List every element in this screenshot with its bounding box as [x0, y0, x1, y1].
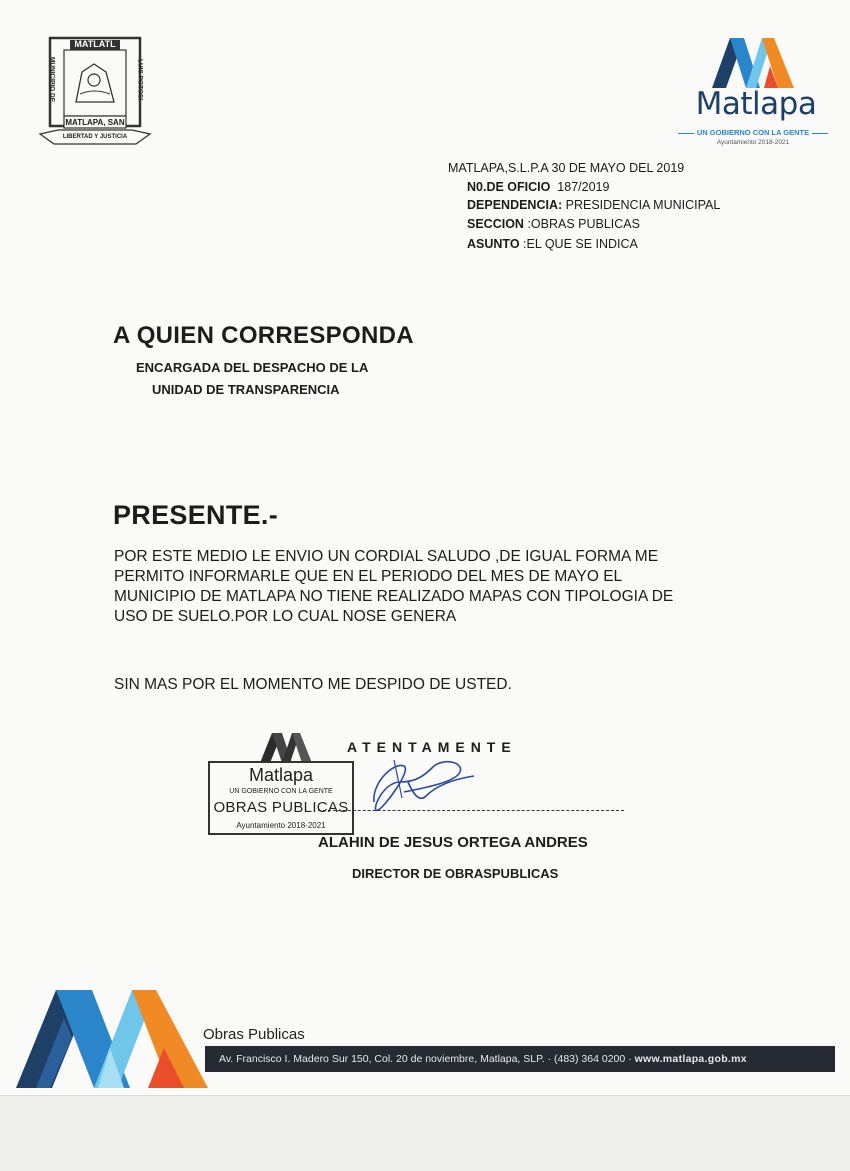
seal-left-text: MUNICIPIO DE [48, 56, 56, 103]
recipient-heading: A QUIEN CORRESPONDA [113, 322, 414, 349]
logo-period: Ayuntamiento 2018-2021 [716, 139, 790, 146]
dependencia-label: DEPENDENCIA: [467, 198, 563, 212]
footer-address: Av. Francisco I. Madero Sur 150, Col. 20 de noviembre, Matlapa, SLP. · (483) 364 0200 · [219, 1053, 635, 1065]
seal-ribbon: LIBERTAD Y JUSTICIA [62, 134, 128, 140]
dependencia-value: PRESIDENCIA MUNICIPAL [565, 198, 721, 212]
seccion-value: :OBRAS PUBLICAS [527, 217, 640, 231]
presente-heading: PRESENTE.- [113, 500, 279, 530]
oficio-label: N0.DE OFICIO [467, 180, 551, 194]
body-line: MUNICIPIO DE MATLAPA NO TIENE REALIZADO MAPAS CON TIPOLOGIA DE [114, 588, 674, 605]
footer-m-logo [14, 988, 210, 1090]
signer-name: ALAHIN DE JESUS ORTEGA ANDRES [318, 834, 588, 851]
seccion-label: SECCION [467, 217, 524, 231]
asunto-label: ASUNTO [467, 237, 520, 251]
closing: ATENTAMENTE [347, 739, 517, 755]
body-line: PERMITO INFORMARLE QUE EN EL PERIODO DEL MES DE MAYO EL [114, 568, 623, 585]
signer-title: DIRECTOR DE OBRASPUBLICAS [352, 866, 559, 881]
stamp-period: Ayuntamiento 2018-2021 [236, 821, 326, 830]
logo-tagline: UN GOBIERNO CON LA GENTE [696, 128, 810, 137]
place-date: MATLAPA,S.L.P.A 30 DE MAYO DEL 2019 [448, 161, 685, 175]
stamp-tagline: UN GOBIERNO CON LA GENTE [229, 788, 333, 795]
stamp-m-icon [258, 731, 314, 763]
dependencia-line [467, 195, 720, 215]
stamp-dept: OBRAS PUBLICAS [213, 799, 349, 816]
footer-website: www.matlapa.gob.mx [634, 1053, 747, 1065]
body-line: USO DE SUELO.POR LO CUAL NOSE GENERA [114, 608, 457, 625]
recipient-line-2: UNIDAD DE TRANSPARENCIA [152, 382, 340, 397]
handwritten-signature [364, 752, 484, 822]
farewell: SIN MAS POR EL MOMENTO ME DESPIDO DE USTED. [114, 676, 512, 693]
seccion-line [467, 214, 640, 234]
oficio-value: 187/2019 [557, 180, 610, 194]
signature-line [318, 810, 624, 811]
department-stamp [208, 761, 354, 835]
asunto-value: :EL QUE SE INDICA [523, 237, 638, 251]
oficio-line [467, 177, 609, 197]
municipal-seal [36, 34, 154, 152]
seal-bottom-text: MATLAPA, SAN [65, 118, 125, 127]
seal-right-text: LUIS POTOSI [136, 58, 144, 101]
scan-margin [0, 1095, 850, 1171]
logo-name: Matlapa [695, 86, 817, 122]
seal-top-text: MATLATL [74, 39, 116, 49]
recipient-line-1: ENCARGADA DEL DESPACHO DE LA [136, 360, 369, 375]
matlapa-logo [678, 36, 828, 152]
footer-dept: Obras Publicas [203, 1026, 305, 1043]
body-paragraph [114, 547, 754, 627]
footer-contact-bar [205, 1046, 835, 1072]
body-line: POR ESTE MEDIO LE ENVIO UN CORDIAL SALUDO ,DE IGUAL FORMA ME [114, 548, 659, 565]
stamp-name: Matlapa [248, 765, 314, 785]
matlapa-m-icon [708, 36, 798, 88]
asunto-line [467, 234, 638, 254]
